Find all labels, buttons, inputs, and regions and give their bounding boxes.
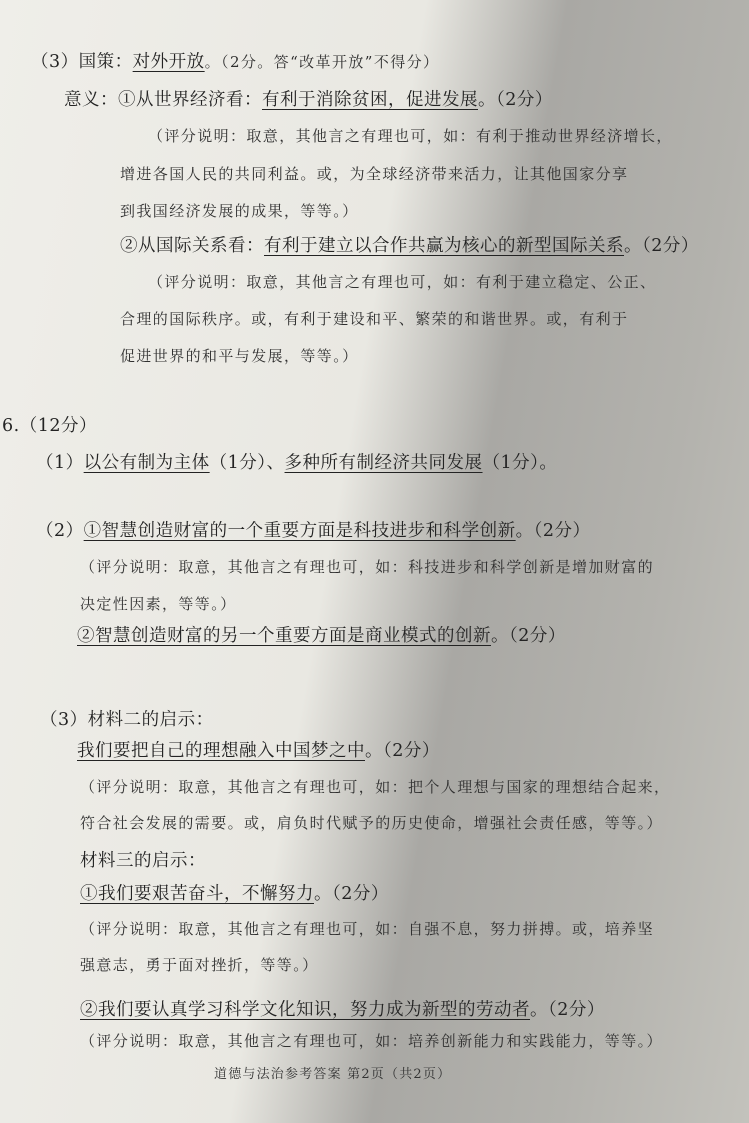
part1-answer-a: 以公有制为主体	[83, 453, 210, 473]
material3-b-note: （评分说明：取意，其他言之有理也可，如：培养创新能力和实践能力，等等。）	[80, 1032, 663, 1050]
part2-answer-a: ①智慧创造财富的一个重要方面是科技进步和科学创新	[83, 521, 516, 541]
material3-heading: 材料三的启示：	[80, 851, 206, 871]
q3-policy-line	[31, 48, 439, 73]
meaning2-answer: 有利于建立以合作共赢为核心的新型国际关系	[264, 236, 624, 256]
part3-heading: （3）材料二的启示：	[40, 710, 214, 730]
part1-answer-b: 多种所有制经济共同发展	[284, 453, 483, 473]
material3-score-a: 。（2分）	[314, 884, 389, 904]
q36-part1	[36, 449, 557, 474]
part2-note-line: 决定性因素，等等。）	[80, 595, 237, 613]
meaning2-label: ②从国际关系看：	[120, 236, 264, 256]
part1-label: （1）	[36, 453, 84, 473]
note2-line: 促进世界的和平与发展，等等。）	[120, 347, 359, 365]
part2-note-line: （评分说明：取意，其他言之有理也可，如：科技进步和科学创新是增加财富的	[80, 558, 655, 576]
note2-line: （评分说明：取意，其他言之有理也可，如：有利于建立稳定、公正、	[148, 273, 657, 291]
note1-line: （评分说明：取意，其他言之有理也可，如：有利于推动世界经济增长，	[148, 127, 673, 145]
meaning-label: 意义：①从世界经济看：	[64, 90, 262, 110]
part2-score-a: 。（2分）	[515, 521, 591, 541]
policy-answer: 对外开放	[132, 52, 205, 72]
question-36-heading: 6.（12分）	[2, 416, 97, 436]
page-footer: 道德与法治参考答案 第2页（共2页）	[214, 1067, 452, 1082]
material3-note-line: （评分说明：取意，其他言之有理也可，如：自强不息，努力拼搏。或，培养坚	[80, 920, 655, 938]
part3-note-line: 符合社会发展的需要。或，肩负时代赋予的历史使命，增强社会责任感，等等。）	[80, 814, 663, 832]
material3-score-b: 。（2分）	[530, 1000, 605, 1020]
meaning-line-1	[64, 86, 553, 111]
part1-score-b: （1分）。	[482, 453, 558, 473]
meaning1-score: 。（2分）	[478, 90, 553, 110]
part3-score: 。（2分）	[365, 741, 440, 761]
q36-part2-b	[77, 622, 566, 647]
part1-score-a: （1分）、	[209, 453, 285, 473]
q36-part2-a	[36, 517, 591, 542]
part3-answer-line	[77, 737, 440, 762]
material3-note-line: 强意志，勇于面对挫折，等等。）	[80, 956, 319, 974]
material3-answer-b-line	[80, 996, 605, 1021]
q3-label: （3）国策：	[31, 52, 133, 72]
part2-answer-b: ②智慧创造财富的另一个重要方面是商业模式的创新	[77, 626, 491, 646]
part2-label: （2）	[36, 521, 84, 541]
note1-line: 增进各国人民的共同利益。或，为全球经济带来活力，让其他国家分享	[120, 165, 629, 183]
policy-note: 。（2分。答“改革开放”不得分）	[204, 53, 440, 71]
meaning-line-2	[120, 232, 699, 257]
part3-answer: 我们要把自己的理想融入中国梦之中	[77, 741, 365, 761]
part2-score-b: 。（2分）	[491, 626, 566, 646]
material3-answer-b: ②我们要认真学习科学文化知识，努力成为新型的劳动者	[80, 1000, 530, 1020]
meaning1-answer: 有利于消除贫困，促进发展	[262, 90, 478, 110]
material3-answer-a: ①我们要艰苦奋斗，不懈努力	[80, 884, 314, 904]
note2-line: 合理的国际秩序。或，有利于建设和平、繁荣的和谐世界。或，有利于	[120, 310, 629, 328]
note1-line: 到我国经济发展的成果，等等。）	[120, 202, 359, 220]
part3-note-line: （评分说明：取意，其他言之有理也可，如：把个人理想与国家的理想结合起来，	[80, 778, 671, 796]
material3-answer-a-line	[80, 880, 389, 905]
meaning2-score: 。（2分）	[624, 236, 699, 256]
